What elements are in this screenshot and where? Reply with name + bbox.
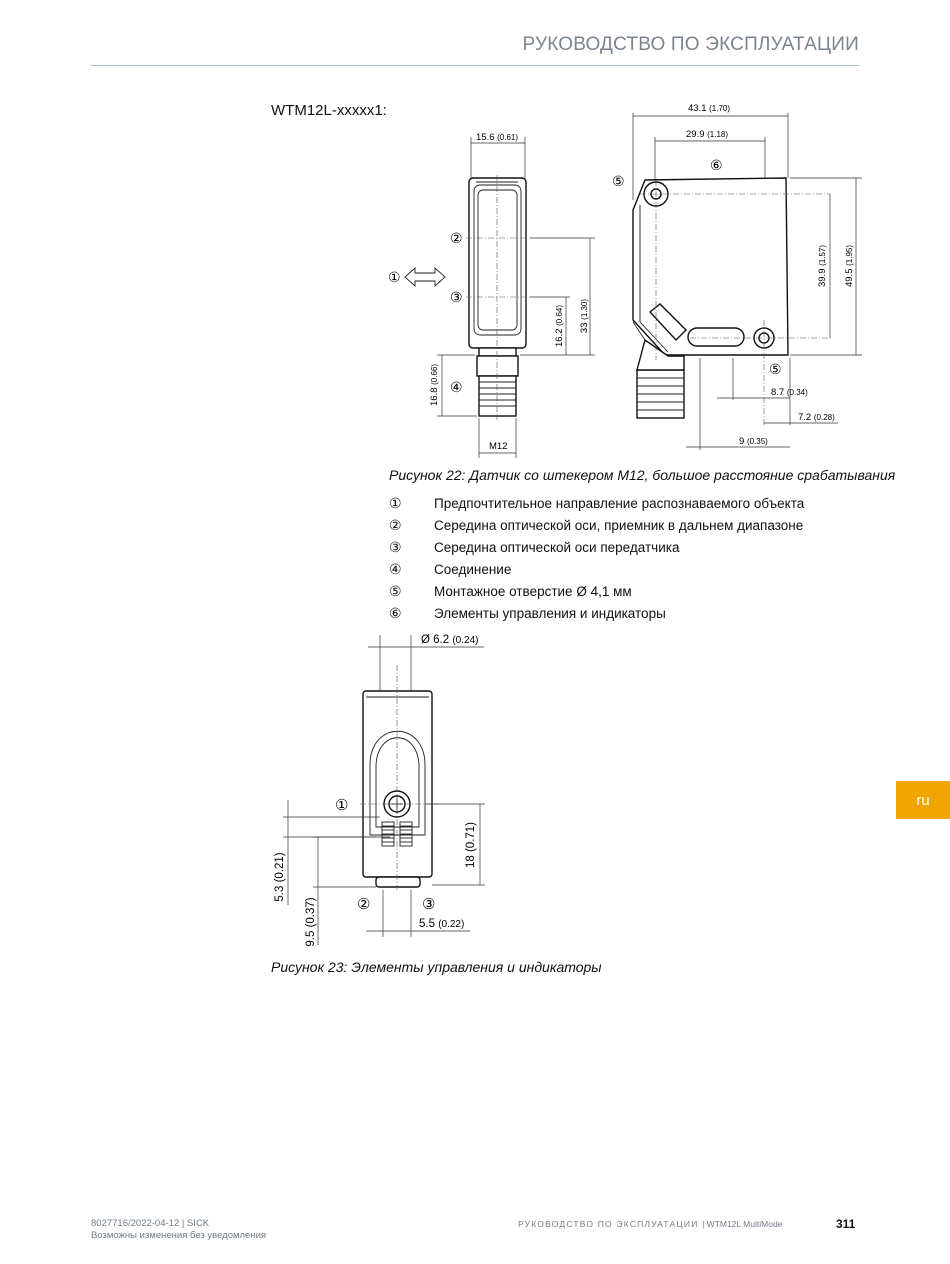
figure-22-drawing xyxy=(0,0,950,470)
marker-3: ③ xyxy=(450,289,463,305)
figure-23-drawing xyxy=(0,625,950,955)
marker-6: ⑥ xyxy=(710,157,723,173)
legend-item xyxy=(389,492,869,514)
legend-text: Середина оптической оси, приемник в дальнем диапазоне xyxy=(434,517,804,533)
marker-2: ② xyxy=(450,230,463,246)
legend-number: ④ xyxy=(389,560,402,577)
svg-text:49.5 (1.95): 49.5 (1.95) xyxy=(844,244,855,288)
legend-item xyxy=(389,514,869,536)
legend-number: ⑥ xyxy=(389,604,402,621)
legend-item xyxy=(389,536,869,558)
svg-text:18 (0.71): 18 (0.71) xyxy=(465,821,477,869)
figure-22-caption: Рисунок 22: Датчик со штекером M12, большое расстояние срабатывания xyxy=(389,467,896,483)
svg-text:5.3 (0.21): 5.3 (0.21) xyxy=(274,852,286,902)
svg-text:5.5 (0.22): 5.5 (0.22) xyxy=(419,918,465,930)
legend-number: ③ xyxy=(389,538,402,555)
marker-5-top: ⑤ xyxy=(612,173,625,189)
legend-text: Соединение xyxy=(434,561,512,577)
legend-item xyxy=(389,602,869,624)
svg-text:15.6 (0.61): 15.6 (0.61) xyxy=(476,132,519,143)
marker-2: ② xyxy=(357,896,371,913)
footer-center xyxy=(518,1219,782,1229)
legend-number: ⑤ xyxy=(389,582,402,599)
legend-number: ② xyxy=(389,516,402,533)
side-view xyxy=(612,103,862,450)
marker-1: ① xyxy=(335,797,349,814)
footer-manual-title: РУКОВОДСТВО ПО ЭКСПЛУАТАЦИИ xyxy=(518,1219,699,1229)
legend-text: Монтажное отверстие Ø 4,1 мм xyxy=(434,583,632,599)
svg-text:M12: M12 xyxy=(489,441,508,452)
svg-text:7.2 (0.28): 7.2 (0.28) xyxy=(798,412,835,423)
marker-3: ③ xyxy=(422,896,436,913)
svg-text:8.7 (0.34): 8.7 (0.34) xyxy=(771,387,808,398)
svg-text:16.8 (0.66): 16.8 (0.66) xyxy=(429,363,440,407)
footer-product: | WTM12L MultiMode xyxy=(702,1219,783,1229)
svg-text:33 (1.30): 33 (1.30) xyxy=(579,298,590,334)
svg-text:9.5 (0.37): 9.5 (0.37) xyxy=(305,897,317,947)
legend-item xyxy=(389,558,869,580)
marker-1: ① xyxy=(388,269,401,285)
svg-text:29.9 (1.18): 29.9 (1.18) xyxy=(686,129,729,140)
page-header-title: РУКОВОДСТВО ПО ЭКСПЛУАТАЦИИ xyxy=(522,34,859,55)
svg-text:39.9 (1.57): 39.9 (1.57) xyxy=(817,244,828,288)
svg-text:9 (0.35): 9 (0.35) xyxy=(739,436,768,447)
marker-5-bottom: ⑤ xyxy=(769,361,782,377)
model-label: WTM12L-xxxxx1: xyxy=(271,102,387,119)
legend-text: Середина оптической оси передатчика xyxy=(434,539,680,555)
legend-item xyxy=(389,580,869,602)
legend-text: Элементы управления и индикаторы xyxy=(434,605,666,621)
figure-23-caption: Рисунок 23: Элементы управления и индикаторы xyxy=(271,959,602,975)
footer-left xyxy=(91,1218,266,1242)
legend-number: ① xyxy=(389,494,402,511)
figure-22-legend xyxy=(389,492,869,624)
svg-text:Ø 6.2 (0.24): Ø 6.2 (0.24) xyxy=(421,634,479,646)
footer-doc-id: 8027716/2022-04-12 | SICK xyxy=(91,1218,210,1229)
svg-text:16.2 (0.64): 16.2 (0.64) xyxy=(554,304,565,348)
page-number: 311 xyxy=(836,1217,856,1231)
language-tab: ru xyxy=(896,781,950,819)
footer-note: Возможны изменения без уведомления xyxy=(91,1230,267,1241)
svg-text:43.1 (1.70): 43.1 (1.70) xyxy=(688,103,731,114)
legend-text: Предпочтительное направление распознаваемого объекта xyxy=(434,495,805,511)
marker-4: ④ xyxy=(450,379,463,395)
front-view xyxy=(388,132,595,458)
